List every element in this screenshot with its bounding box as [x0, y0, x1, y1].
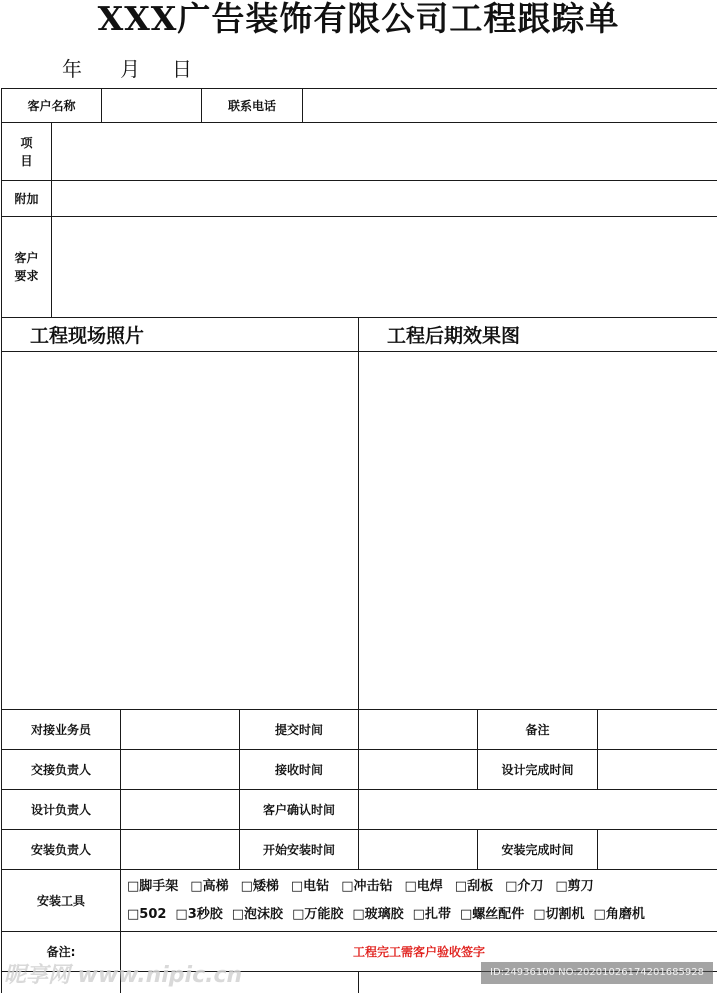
client-confirm-time-field[interactable] — [359, 790, 717, 830]
install-start-time-label: 开始安装时间 — [240, 830, 359, 870]
bottom-row-cell — [359, 972, 717, 993]
sales-contact-label: 对接业务员 — [2, 710, 121, 750]
date-day: 日 — [171, 57, 192, 81]
tool-checkbox[interactable]: □角磨机 — [593, 906, 645, 922]
tool-checkbox[interactable]: □刮板 — [454, 878, 494, 894]
tool-checkbox[interactable]: □剪刀 — [555, 878, 594, 894]
sales-contact-field[interactable] — [121, 710, 240, 750]
tool-checkbox[interactable]: □螺丝配件 — [459, 906, 525, 922]
client-confirm-time-label: 客户确认时间 — [240, 790, 359, 830]
acceptance-notice: 工程完工需客户验收签字 — [121, 932, 717, 972]
install-done-time-label: 安装完成时间 — [478, 830, 598, 870]
photos-table — [1, 317, 717, 710]
date-year: 年 — [62, 57, 82, 81]
handover-lead-field[interactable] — [121, 750, 240, 790]
tool-checkbox[interactable]: □切割机 — [533, 906, 585, 922]
install-lead-field[interactable] — [121, 830, 240, 870]
receive-time-field[interactable] — [359, 750, 478, 790]
tools-row-2 — [127, 901, 717, 929]
customer-name-field[interactable] — [102, 89, 202, 123]
effect-image-area[interactable] — [359, 352, 717, 710]
handover-lead-label: 交接负责人 — [2, 750, 121, 790]
tools-label: 安装工具 — [2, 870, 121, 932]
design-lead-label: 设计负责人 — [2, 790, 121, 830]
receive-time-label: 接收时间 — [240, 750, 359, 790]
tools-row-1 — [127, 873, 717, 901]
tool-checkbox[interactable]: □3秒胶 — [175, 906, 223, 922]
requirements-label: 客户 要求 — [2, 217, 52, 318]
tool-checkbox[interactable]: □502 — [127, 906, 167, 922]
install-start-time-field[interactable] — [359, 830, 478, 870]
extra-label: 附加 — [2, 181, 52, 217]
design-done-time-field[interactable] — [598, 750, 717, 790]
tool-checkbox[interactable]: □高梯 — [190, 878, 229, 894]
contact-phone-label: 联系电话 — [202, 89, 303, 123]
site-photos-area[interactable] — [2, 352, 359, 710]
design-lead-field[interactable] — [121, 790, 240, 830]
date-line — [62, 56, 192, 82]
watermark-logo: 昵享网 www.nipic.cn — [4, 963, 243, 988]
customer-info-table — [1, 88, 717, 318]
tools-checklist — [121, 870, 717, 932]
requirements-field[interactable] — [52, 217, 717, 318]
extra-field[interactable] — [52, 181, 717, 217]
install-done-time-field[interactable] — [598, 830, 717, 870]
contact-phone-field[interactable] — [303, 89, 717, 123]
tool-checkbox[interactable]: □万能胶 — [292, 906, 344, 922]
customer-name-label: 客户名称 — [2, 89, 102, 123]
project-label: 项目 — [2, 123, 52, 181]
remark-label: 备注 — [478, 710, 598, 750]
bottom-row-cell — [2, 972, 121, 993]
remark-field[interactable] — [598, 710, 717, 750]
submit-time-field[interactable] — [359, 710, 478, 750]
tool-checkbox[interactable]: □泡沫胶 — [231, 906, 284, 922]
submit-time-label: 提交时间 — [240, 710, 359, 750]
tool-checkbox[interactable]: □电焊 — [404, 878, 443, 894]
install-lead-label: 安装负责人 — [2, 830, 121, 870]
tracking-sheet — [1, 88, 717, 993]
tool-checkbox[interactable]: □电钻 — [290, 878, 330, 894]
bottom-row-cell — [121, 972, 359, 993]
tool-checkbox[interactable]: □介刀 — [505, 878, 544, 894]
form-title: XXX广告装饰有限公司工程跟踪单 — [97, 0, 620, 38]
tool-checkbox[interactable]: □扎带 — [412, 906, 451, 922]
tool-checkbox[interactable]: □矮梯 — [240, 878, 279, 894]
design-done-time-label: 设计完成时间 — [478, 750, 598, 790]
note-label: 备注: — [2, 932, 121, 972]
site-photos-heading: 工程现场照片 — [2, 318, 359, 352]
watermark-id: ID:24936100 NO:20201026174201685928 — [481, 962, 713, 984]
tool-checkbox[interactable]: □冲击钻 — [341, 878, 393, 894]
tool-checkbox[interactable]: □玻璃胶 — [352, 906, 404, 922]
effect-image-heading: 工程后期效果图 — [359, 318, 717, 352]
staff-table — [1, 709, 717, 993]
date-month: 月 — [120, 57, 141, 81]
tool-checkbox[interactable]: □脚手架 — [127, 878, 179, 894]
project-field[interactable] — [52, 123, 717, 181]
